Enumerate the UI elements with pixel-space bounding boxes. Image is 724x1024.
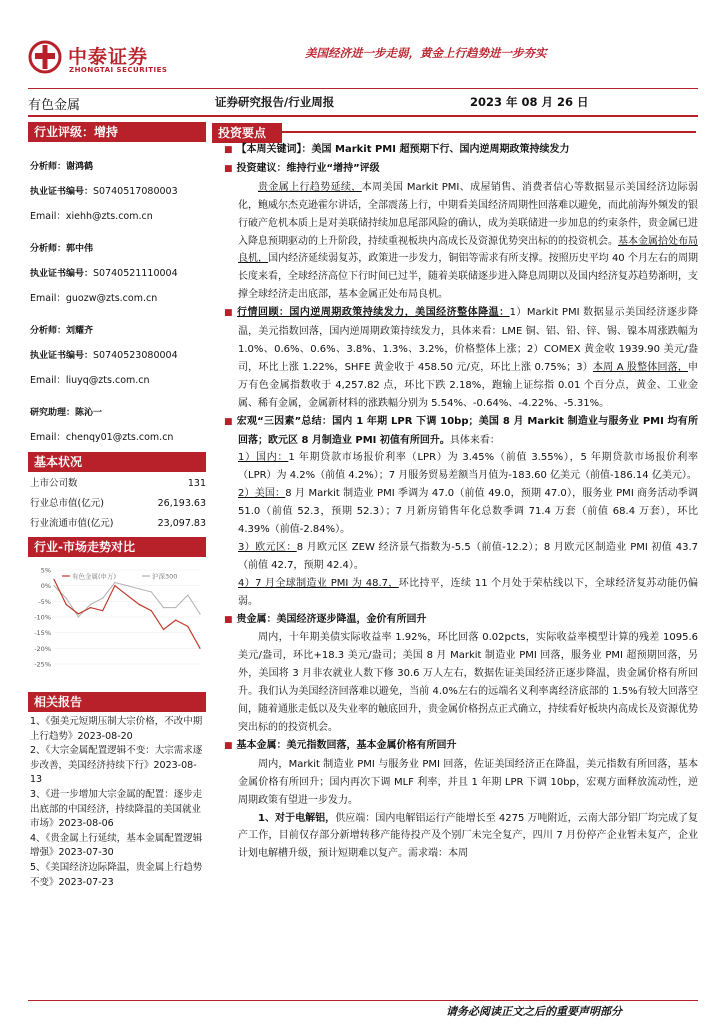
analyst-email[interactable]: liuyq@zts.com.cn xyxy=(65,375,150,386)
assistant-email[interactable]: chenqy01@zts.com.cn xyxy=(65,432,174,443)
cert-number: S0740521110004 xyxy=(93,268,178,279)
data-point xyxy=(199,613,200,614)
data-point xyxy=(163,629,164,630)
data-point xyxy=(163,607,164,608)
report-date: 2023 年 08 月 26 日 xyxy=(470,95,589,109)
data-point xyxy=(139,588,140,589)
analyst-block-3: 分析师：刘耀齐 执业证书编号：S0740523080004 Email：liuyq@zts.com.cn xyxy=(30,326,178,386)
base-metals-body: 周内，Markit 制造业 PMI 与服务业 PMI 回落，佐证美国经济正在降温，美元指数有所回落，基本金属价格有所回升；国内再次下调 MLF 利率，并且 1 年期 LPR 下调 10bp，宏观方面释放流动性，逆周期政策有望进一步发力。 xyxy=(238,758,698,806)
y-tick-label: 5% xyxy=(40,566,51,575)
macro-item-eurozone: 3）欧元区：8 月欧元区 ZEW 经济景气指数为-5.5（前值-12.2）；8 月欧元区制造业 PMI 初值 43.7（前值 42.7，预期 42.4）。 xyxy=(238,541,698,571)
analyst-block-2: 分析师：郭中伟 执业证书编号：S0740521110004 Email：guozw@zts.com.cn xyxy=(30,244,178,304)
cert-number: S0740523080004 xyxy=(93,350,178,361)
data-point xyxy=(53,579,54,580)
investment-highlights-heading: 投资要点 xyxy=(212,122,696,142)
trend-heading: 行业-市场走势对比 xyxy=(28,537,206,557)
data-point xyxy=(78,613,79,614)
related-report-link[interactable]: 4、《贵金属上行延续，基本金属配置逻辑增强》2023-07-30 xyxy=(30,832,203,859)
assistant-name: 陈沁一 xyxy=(75,408,103,418)
related-reports-list xyxy=(30,715,206,890)
logo-text-en: ZHONGTAI SECURITIES xyxy=(69,66,168,74)
data-point xyxy=(187,594,188,595)
data-point xyxy=(126,585,127,586)
header-divider xyxy=(28,88,698,89)
y-tick-label: -5% xyxy=(38,597,51,606)
data-point xyxy=(175,620,176,621)
investment-advice-bullet: ■ 投资建议：维持行业“增持”评级 xyxy=(224,162,380,174)
data-point xyxy=(53,585,54,586)
y-tick-label: -10% xyxy=(34,613,51,622)
trend-chart xyxy=(28,564,206,669)
stat-row: 上市公司数 131 xyxy=(30,478,206,489)
macro-item-us: 2）美国：8 月 Markit 制造业 PMI 季调为 47.0（前值 49.0，预期 47.0），服务业 PMI 商务活动季调 51.0（前值 52.3，预期 52.3）；7 月新房销售年化总数季调 71.4 万套（前值 68.4 万套），环比 4.39%（前值-2.84%）。 xyxy=(238,488,698,536)
header-rule xyxy=(28,115,698,117)
data-point xyxy=(90,607,91,608)
stat-row: 行业流通市值(亿元) 23,097.83 xyxy=(30,518,206,529)
keywords-bullet: ■ 【本周关键词】：美国 Markit PMI 超预期下行、国内逆周期政策持续发力 xyxy=(224,144,570,155)
related-report-link[interactable]: 5、《美国经济边际降温，贵金属上行趋势不变》2023-07-23 xyxy=(30,861,203,888)
data-point xyxy=(175,607,176,608)
data-point xyxy=(66,604,67,605)
macro-summary-bullet: ■ 宏观“三因素”总结：国内 1 年期 LPR 下调 10bp；美国 8 月 Markit 制造业与服务业 PMI 均有所回落；欧元区 8 月制造业 PMI 初值有所回升。具体来看： xyxy=(224,415,698,446)
data-point xyxy=(90,604,91,605)
analyst-name: 郭中伟 xyxy=(66,244,94,254)
report-headline: 美国经济进一步走弱，黄金上行趋势进一步夯实 xyxy=(305,46,547,60)
analyst-email[interactable]: xiehh@zts.com.cn xyxy=(65,211,153,222)
precious-metals-bullet: ■ 贵金属：美国经济逐步降温，金价有所回升 xyxy=(224,613,427,625)
y-tick-label: 0% xyxy=(40,582,51,591)
data-point xyxy=(151,591,152,592)
analyst-email[interactable]: guozw@zts.com.cn xyxy=(65,293,158,304)
precious-metals-body: 周内，十年期美债实际收益率 1.92%，环比回落 0.02pcts，实际收益率模型计算的残差 1095.6 美元/盎司，环比+18.3 美元/盎司；美国 8 月 Markit 制造业 PMI 回落，服务业 PMI 超预期回落，另外，美国将 3 月非农就业人数下修 30.6 万人左右，数据佐证美国经济正逐步降温，贵金属价格有所回升。我们认为美国经济回落难以避免，当前 4.0%左右的远端名义利率离经济底部的 1.5%有较大回落空间，随着通胀走低以及失业率的触底回升，贵金属价格拐点正式确立，持续看好板块内高成长及资源优势突出标的的投资机会。 xyxy=(238,632,698,733)
data-point xyxy=(102,610,103,611)
main-content xyxy=(212,141,698,863)
data-point xyxy=(114,585,115,586)
related-report-link[interactable]: 1、《强美元短期压制大宗价格，不改中期上行趋势》2023-08-20 xyxy=(30,716,203,742)
y-tick-label: -25% xyxy=(34,660,51,669)
logo-text: 中泰证券 xyxy=(68,46,149,68)
cert-number: S0740517080003 xyxy=(93,186,178,197)
data-point xyxy=(151,610,152,611)
data-point xyxy=(66,598,67,599)
y-tick-label: -15% xyxy=(34,629,51,638)
data-point xyxy=(139,604,140,605)
data-point xyxy=(126,594,127,595)
industry-rating: 行业评级：增持 xyxy=(28,122,206,142)
macro-item-domestic: 1）国内：1 年期贷款市场报价利率（LPR）为 3.45%（前值 3.55%），5 年期贷款市场报价利率（LPR）为 4.2%（前值 4.2%）；7 月服务贸易差额当月值为-183.60 亿美元（前值-186.14 亿美元）。 xyxy=(238,452,698,482)
data-point xyxy=(102,598,103,599)
related-report-link[interactable]: 2、《大宗金属配置逻辑不变：大宗需求逐步改善，美国经济持续下行》2023-08-13 xyxy=(30,745,203,786)
basic-status-heading: 基本状况 xyxy=(28,452,206,472)
market-review-bullet: ■ 行情回顾：国内逆周期政策持续发力，美国经济整体降温：1）Markit PMI 数据显示美国经济逐步降温，美元指数回落，国内逆周期政策持续发力，具体来看：LME 铜、铝、铅、锌、锡、镍本周涨跌幅为 1.0%、0.6%、0.6%、3.8%、1.3%、3.2%，价格整体上涨；2）COMEX 黄金收 1939.90 美元/盎司，环比上涨 1.22%，SHFE 黄金收于 458.50 元/克，环比上涨 0.75%；3）本周 A 股整体回落，申万有色金属指数收于 4,257.82 点，环比下跌 2.18%，跑输上证综指 0.01 个百分点，黄金、工业金属、稀有金属，金属新材料的涨跌幅分别为 5.54%、-0.64%、-4.22%、-5.31%。 xyxy=(224,307,699,409)
stat-row: 行业总市值(亿元) 26,193.63 xyxy=(30,498,206,509)
zhongtai-logo-icon xyxy=(28,40,62,74)
investment-advice-body: 贵金属上行趋势延续，本周美国 Markit PMI、成屋销售、消费者信心等数据显示美国经济边际弱化，鲍威尔杰克逊霍尔讲话，全部震荡上行，中期看美国经济周期性回落难以避免，而此前海外频发的银行破产危机本质上是对美联储持续加息尾部风险的确认，成为美联储进一步加息的约束条件，贵金属已进入降息预期驱动的上升阶段，持续重视板块内高成长及资源优势突出标的的投资机会。基本金属拾处布局良机，国内经济延续弱复苏，政策进一步发力，铜铝等需求有所支撑。按照历史平均 40 个月左右的周期长度来看，全球经济高位下行时间已过半，随着美联储逐步进入降息周期以及国内经济复苏趋势渐明，支撑全球经济走出底部，基本金属正处布局良机。 xyxy=(238,181,698,301)
analyst-name: 刘耀齐 xyxy=(66,326,94,336)
base-metals-bullet: ■ 基本金属：美元指数回落，基本金属价格有所回升 xyxy=(224,739,457,751)
legend-label: 沪深300 xyxy=(152,572,178,581)
basic-status-table xyxy=(30,474,206,534)
related-reports-heading: 相关报告 xyxy=(28,692,206,712)
data-point xyxy=(199,648,200,649)
document-type: 证券研究报告/行业周报 xyxy=(215,95,335,109)
analyst-block-1: 分析师：谢鸿鹤 执业证书编号：S0740517080003 Email：xiehh@zts.com.cn xyxy=(30,162,178,222)
footer-divider xyxy=(28,1000,698,1001)
assistant-block: 研究助理：陈沁一 Email：chenqy01@zts.com.cn xyxy=(30,408,174,443)
data-point xyxy=(114,582,115,583)
data-point xyxy=(187,626,188,627)
y-tick-label: -20% xyxy=(34,644,51,653)
aluminum-body: 1、对于电解铝，供应端：国内电解铝运行产能增长至 4275 万吨附近，云南大部分铝厂均完成了复产工作，目前仅存部分新增转移产能待投产及个别厂未完全复产，四川 7 月份停产企业暂未复产，企业计划电解槽升级，预计短期难以复产。需求端：本周 xyxy=(238,812,698,860)
disclaimer-note: 请务必阅读正文之后的重要声明部分 xyxy=(446,1005,622,1018)
related-report-link[interactable]: 3、《进一步增加大宗金属的配置：逐步走出底部的中国经济，持续降温的美国就业市场》2023-08-06 xyxy=(30,788,203,830)
data-point xyxy=(78,616,79,617)
macro-item-global: 4）7 月全球制造业 PMI 为 48.7，环比持平，连续 11 个月处于荣枯线以下，全球经济复苏动能仍偏弱。 xyxy=(238,577,699,607)
analyst-name: 谢鸿鹤 xyxy=(66,162,94,172)
industry-label: 有色金属 xyxy=(28,98,81,113)
legend-label: 有色金属(申万) xyxy=(72,572,117,581)
